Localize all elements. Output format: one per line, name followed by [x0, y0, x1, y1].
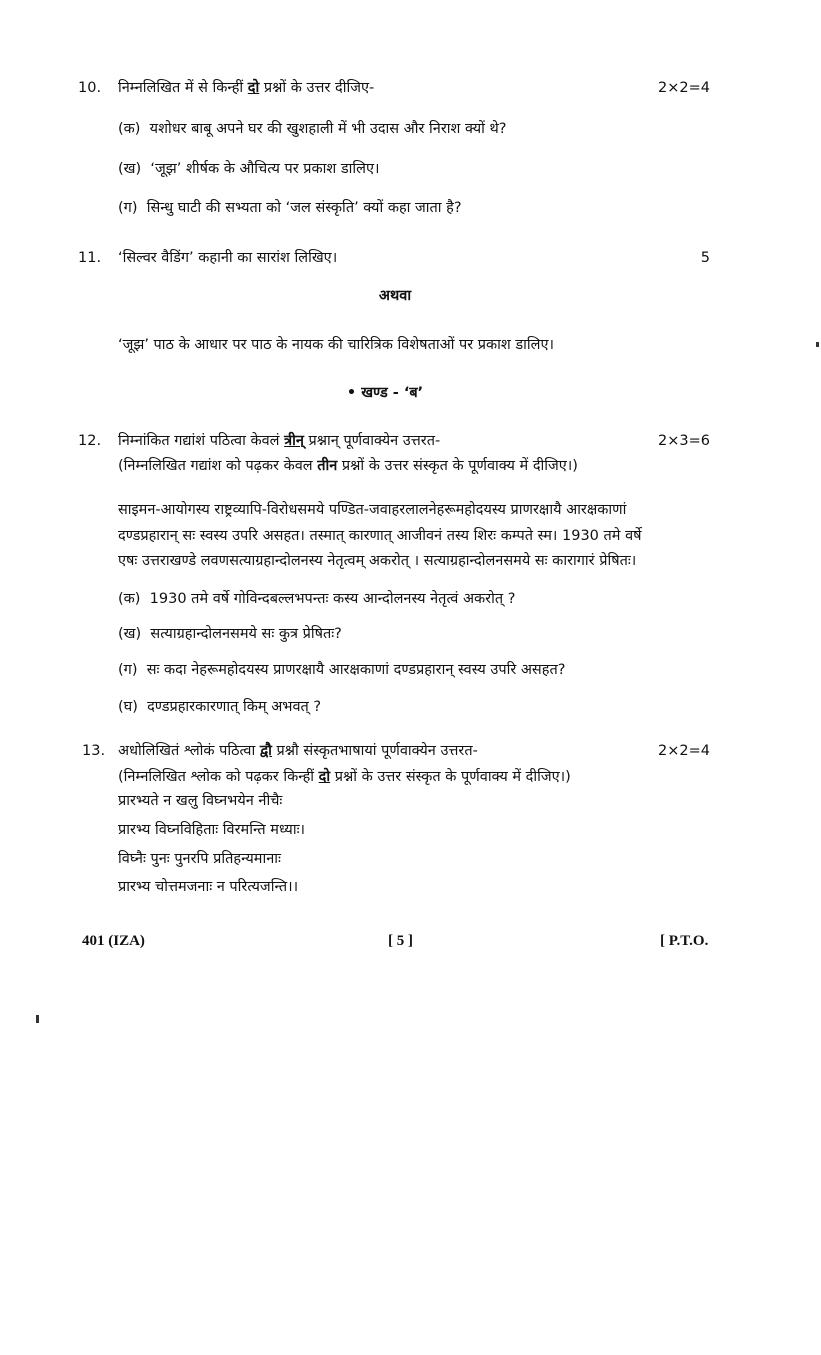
- section-heading: • खण्ड - ‘ब’: [346, 385, 424, 401]
- question-number: 11.: [78, 250, 102, 266]
- marks: 2×3=6: [658, 433, 710, 449]
- question-text: अधोलिखितं श्लोकं पठित्वा द्वौ प्रश्नौ संस्कृतभाषायां पूर्णवाक्येन उत्तरत-: [118, 743, 478, 759]
- marks: 5: [700, 250, 710, 266]
- sub-question: (घ) दण्डप्रहारकारणात् किम् अभवत् ?: [118, 699, 322, 715]
- marks: 2×2=4: [658, 80, 710, 96]
- hindi-instruction: (निम्नलिखित श्लोक को पढ़कर किन्हीं दो प्रश्नों के उत्तर संस्कृत के पूर्णवाक्य में दीजिए।): [118, 769, 571, 785]
- marks: 2×2=4: [658, 743, 710, 759]
- pto-label: [ P.T.O.: [660, 933, 709, 949]
- sub-question: (ख) सत्याग्रहान्दोलनसमये सः कुत्र प्रेषितः?: [118, 626, 342, 642]
- page-number: [ 5 ]: [388, 933, 413, 949]
- verse-line: प्रारभ्य चोत्तमजनाः न परित्यजन्ति।।: [118, 879, 299, 895]
- question-text: निम्नांकित गद्यांशं पठित्वा केवलं त्रीन् प्रश्नान् पूर्णवाक्येन उत्तरत-: [118, 433, 441, 449]
- paper-code: 401 (IZA): [82, 933, 145, 949]
- hindi-instruction: (निम्नलिखित गद्यांश को पढ़कर केवल तीन प्रश्नों के उत्तर संस्कृत के पूर्णवाक्य में दीजिए।): [118, 458, 578, 474]
- sub-question: (क) यशोधर बाबू अपने घर की खुशहाली में भी उदास और निराश क्यों थे?: [118, 121, 507, 137]
- question-number: 10.: [78, 80, 102, 96]
- sub-question: (ग) सिन्धु घाटी की सभ्यता को ‘जल संस्कृति’ क्यों कहा जाता है?: [118, 200, 462, 216]
- question-number: 12.: [78, 433, 102, 449]
- alternative-question: ‘जूझ’ पाठ के आधार पर पाठ के नायक की चारित्रिक विशेषताओं पर प्रकाश डालिए।: [118, 337, 555, 353]
- passage-line: एषः उत्तराखण्डे लवणसत्याग्रहान्दोलनस्य नेतृत्वम् अकरोत् । सत्याग्रहान्दोलनसमये सः कारागारं प्रेषितः।: [118, 553, 637, 569]
- verse-line: प्रारभ्यते न खलु विघ्नभयेन नीचैः: [118, 793, 283, 809]
- question-text: ‘सिल्वर वैडिंग’ कहानी का सारांश लिखिए।: [118, 250, 338, 266]
- sub-question: (ख) ‘जूझ’ शीर्षक के औचित्य पर प्रकाश डालिए।: [118, 161, 380, 177]
- verse-line: विघ्नैः पुनः पुनरपि प्रतिहन्यमानाः: [118, 851, 281, 867]
- passage-line: साइमन-आयोगस्य राष्ट्रव्यापि-विरोधसमये पण्डित-जवाहरलालनेहरूमहोदयस्य प्राणरक्षायै आरक्षकाणां: [118, 502, 627, 518]
- scan-mark: [36, 1015, 39, 1023]
- verse-line: प्रारभ्य विघ्नविहिताः विरमन्ति मध्याः।: [118, 822, 305, 838]
- passage-line: दण्डप्रहारान् सः स्वस्य उपरि असहत। तस्मात् कारणात् आजीवनं तस्य शिरः कम्पते स्म। 1930 तमे वर्षे: [118, 528, 642, 544]
- or-label: अथवा: [378, 288, 412, 304]
- question-number: 13.: [82, 743, 106, 759]
- sub-question: (ग) सः कदा नेहरूमहोदयस्य प्राणरक्षायै आरक्षकाणां दण्डप्रहारान् स्वस्य उपरि असहत?: [118, 662, 566, 678]
- sub-question: (क) 1930 तमे वर्षे गोविन्दबल्लभपन्तः कस्य आन्दोलनस्य नेतृत्वं अकरोत् ?: [118, 591, 516, 607]
- question-text: निम्नलिखित में से किन्हीं दो प्रश्नों के उत्तर दीजिए-: [118, 80, 375, 96]
- scan-mark: [816, 342, 819, 347]
